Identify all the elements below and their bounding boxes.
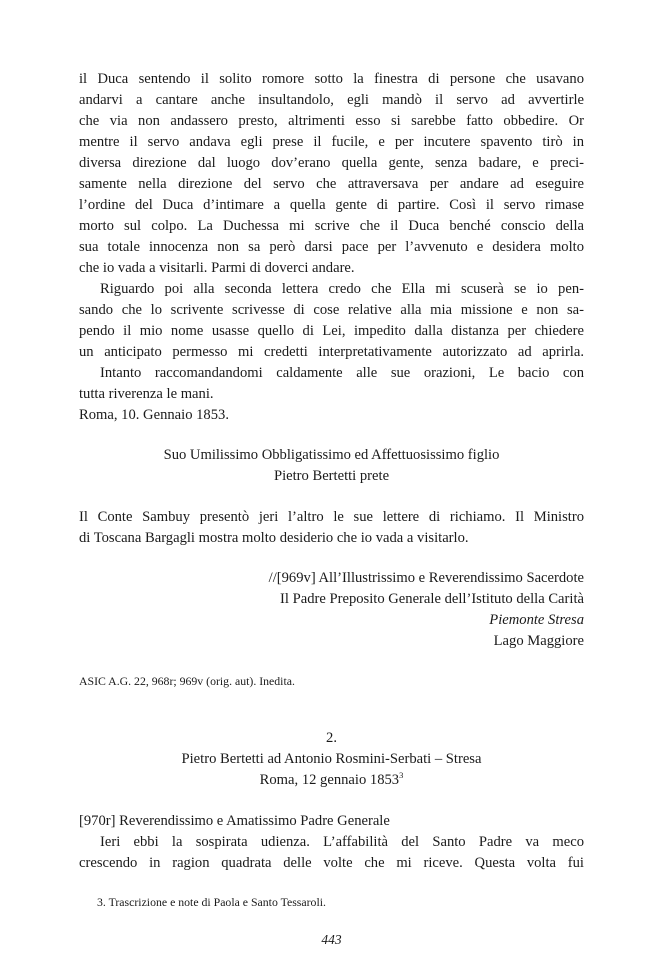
- address-line: Piemonte Stresa: [489, 612, 584, 628]
- body-line: andarvi a cantare anche insultandolo, egli mandò il servo ad avvertirle: [79, 92, 584, 108]
- address-line: Lago Maggiore: [493, 633, 584, 649]
- body-line: mentre il servo andava egli prese il fucile, e per incutere spavento tirò in: [79, 134, 584, 150]
- body-line: pendo il mio nome usasse quello di Lei, impedito dalla distanza per chiedere: [79, 323, 584, 339]
- address-line: //[969v] All’Illustrissimo e Reverendissimo Sacerdote: [268, 570, 584, 586]
- address-line: Il Padre Preposito Generale dell’Istituto della Carità: [280, 591, 584, 607]
- body-line: morto sul colpo. La Duchessa mi scrive che il Duca benché conscio della: [79, 218, 584, 234]
- body-line: che via non andassero presto, altrimenti esso si sarebbe fatto obbedire. Or: [79, 113, 584, 129]
- body-line: crescendo in ragion quadrata delle volte che mi riceve. Questa volta fui: [79, 855, 584, 871]
- salutation: [970r] Reverendissimo e Amatissimo Padre Generale: [79, 813, 390, 829]
- footnote: 3. Trascrizione e note di Paola e Santo Tessaroli.: [97, 895, 326, 909]
- postscript-line: di Toscana Bargagli mostra molto desiderio che io vada a visitarlo.: [79, 530, 469, 546]
- body-line: sua totale innocenza non sa però darsi pace per l’avvenuto e desidera molto: [79, 239, 584, 255]
- body-line: che io vada a visitarli. Parmi di doverci andare.: [79, 260, 355, 276]
- body-line: l’ordine del Duca d’intimare a quella gente di partire. Così il servo rimase: [79, 197, 584, 213]
- closing-line: Suo Umilissimo Obbligatissimo ed Affettuosissimo figlio: [163, 447, 500, 463]
- letter-heading: Pietro Bertetti ad Antonio Rosmini-Serbati – Stresa: [181, 751, 482, 767]
- body-line: un anticipato permesso mi credetti interpretativamente autorizzato ad aprirla.: [79, 344, 584, 360]
- body-line: il Duca sentendo il solito romore sotto la finestra di persone che usavano: [79, 71, 584, 87]
- letter-date: Roma, 12 gennaio 1853$^3$: [259, 770, 404, 788]
- body-line: samente nella direzione del servo che attraversava per andare ad eseguire: [79, 176, 584, 192]
- source-note: ASIC A.G. 22, 968r; 969v (orig. aut). Inedita.: [79, 674, 295, 688]
- body-line: sando che lo scrivente scrivesse di cose relative alla mia missione e non sa-: [79, 302, 584, 318]
- body-line: diversa direzione dal luogo dov’erano quella gente, senza badare, e preci-: [79, 155, 584, 171]
- body-line: Intanto raccomandandomi caldamente alle sue orazioni, Le bacio con: [100, 365, 584, 381]
- footnote-reference[interactable]: 3: [399, 770, 404, 781]
- letter-number: 2.: [326, 730, 337, 746]
- body-line: Ieri ebbi la sospirata udienza. L’affabilità del Santo Padre va meco: [100, 834, 584, 850]
- dateline: Roma, 10. Gennaio 1853.: [79, 407, 229, 423]
- postscript-line: Il Conte Sambuy presentò jeri l’altro le sue lettere di richiamo. Il Ministro: [79, 509, 584, 525]
- body-line: tutta riverenza le mani.: [79, 386, 214, 402]
- body-line: Riguardo poi alla seconda lettera credo che Ella mi scuserà se io pen-: [100, 281, 584, 297]
- page-number: 443: [321, 932, 342, 947]
- signature: Pietro Bertetti prete: [273, 468, 390, 484]
